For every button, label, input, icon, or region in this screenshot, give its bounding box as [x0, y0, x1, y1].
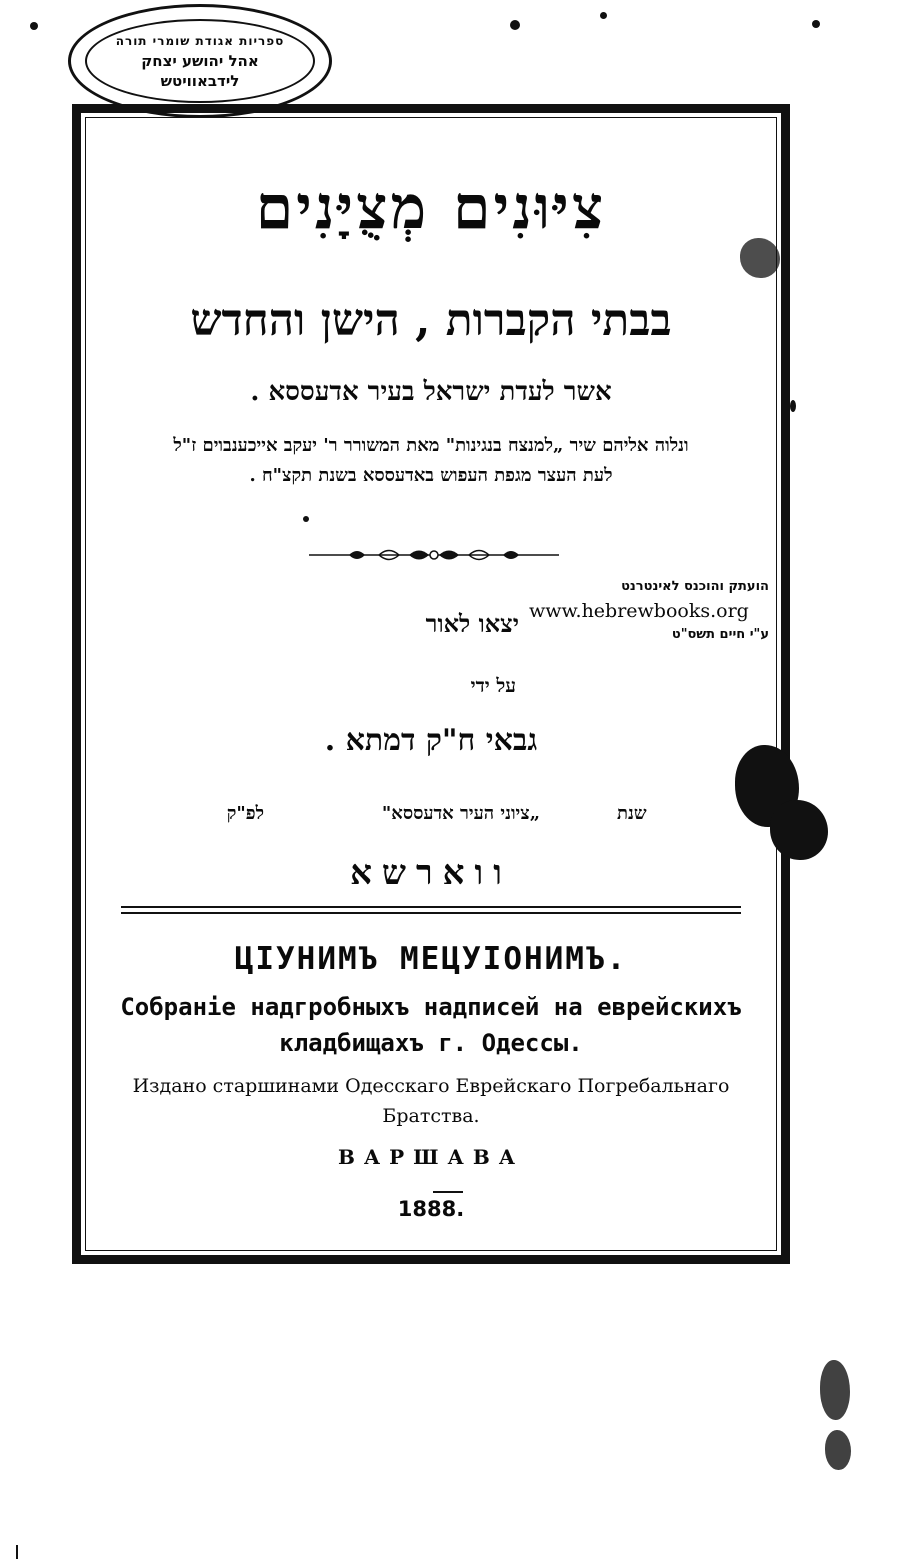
- section-rule-top: [121, 906, 741, 908]
- credit-line-3: ע"י חיים תשס"ט: [671, 627, 769, 642]
- russian-line-4: Издано старшинами Одесскаго Еврейскаго Погребальнаго: [132, 1075, 730, 1097]
- ink-speck: [600, 12, 607, 19]
- title-page-frame: [72, 104, 790, 1264]
- publication-year: 1888.: [397, 1197, 465, 1221]
- year-word: שנת: [617, 803, 647, 824]
- russian-line-2: Собраніе надгробныхъ надписей на еврейскихъ: [120, 993, 742, 1021]
- hebrew-city: ווארשא: [350, 853, 512, 893]
- russian-line-3: кладбищахъ г. Одессы.: [279, 1029, 583, 1057]
- ink-speck: [30, 22, 38, 30]
- hebrew-line-5: לעת העצר מגפת העפוש באדעססא בשנת תקצ"ח .: [249, 465, 613, 486]
- publisher-name: גבאי ח"ק דמתא .: [324, 723, 538, 758]
- stamp-line-1: אהל יהושע יצחק: [141, 52, 259, 70]
- ink-speckle: [740, 238, 780, 278]
- ornament-divider: [309, 543, 559, 567]
- ink-blot: [770, 800, 828, 860]
- hebrew-subtitle: בבתי הקברות , הישן והחדש: [190, 295, 672, 346]
- year-suffix: לפ"ק: [226, 803, 264, 824]
- ink-speck: [790, 400, 796, 412]
- ink-speckle: [820, 1360, 850, 1420]
- hebrew-title: צִיּוּנִים מְצֻיָּנִים: [255, 173, 607, 243]
- year-phrase: „ציוני העיר אדעססא": [381, 803, 541, 824]
- library-stamp: [68, 4, 332, 118]
- ink-speck: [510, 20, 520, 30]
- section-rule-bottom: [121, 912, 741, 914]
- city-underline: [433, 1191, 463, 1193]
- russian-title: ЦIУНИМЪ МЕЦУIОНИМЪ.: [234, 941, 628, 977]
- russian-city: ВАРШАВА: [337, 1145, 525, 1169]
- russian-line-5: Братства.: [382, 1105, 480, 1127]
- decorative-dot: [303, 516, 309, 522]
- by-label: על ידי: [470, 675, 516, 697]
- credit-url: www.hebrewbooks.org: [529, 600, 749, 622]
- hebrew-line-3: אשר לעדת ישראל בעיר אדעססא .: [250, 377, 612, 407]
- hebrew-line-4: ונלוה אליהם שיר „למנצח בנגינות" מאת המשורר ר' יעקב אייכענבוים ז"ל: [173, 435, 689, 456]
- stamp-ring-text: ספריות אגודת שומרי תורה: [115, 34, 285, 48]
- ink-speckle: [825, 1430, 851, 1470]
- ink-speck: [16, 1545, 18, 1559]
- digitization-credit: [529, 575, 769, 647]
- published-label: יצאו לאור: [425, 609, 519, 638]
- stamp-line-2: לידבאוויטש: [160, 72, 240, 90]
- ink-speck: [812, 20, 820, 28]
- credit-line-1: הועתק והוכנס לאינטרנט: [621, 579, 769, 594]
